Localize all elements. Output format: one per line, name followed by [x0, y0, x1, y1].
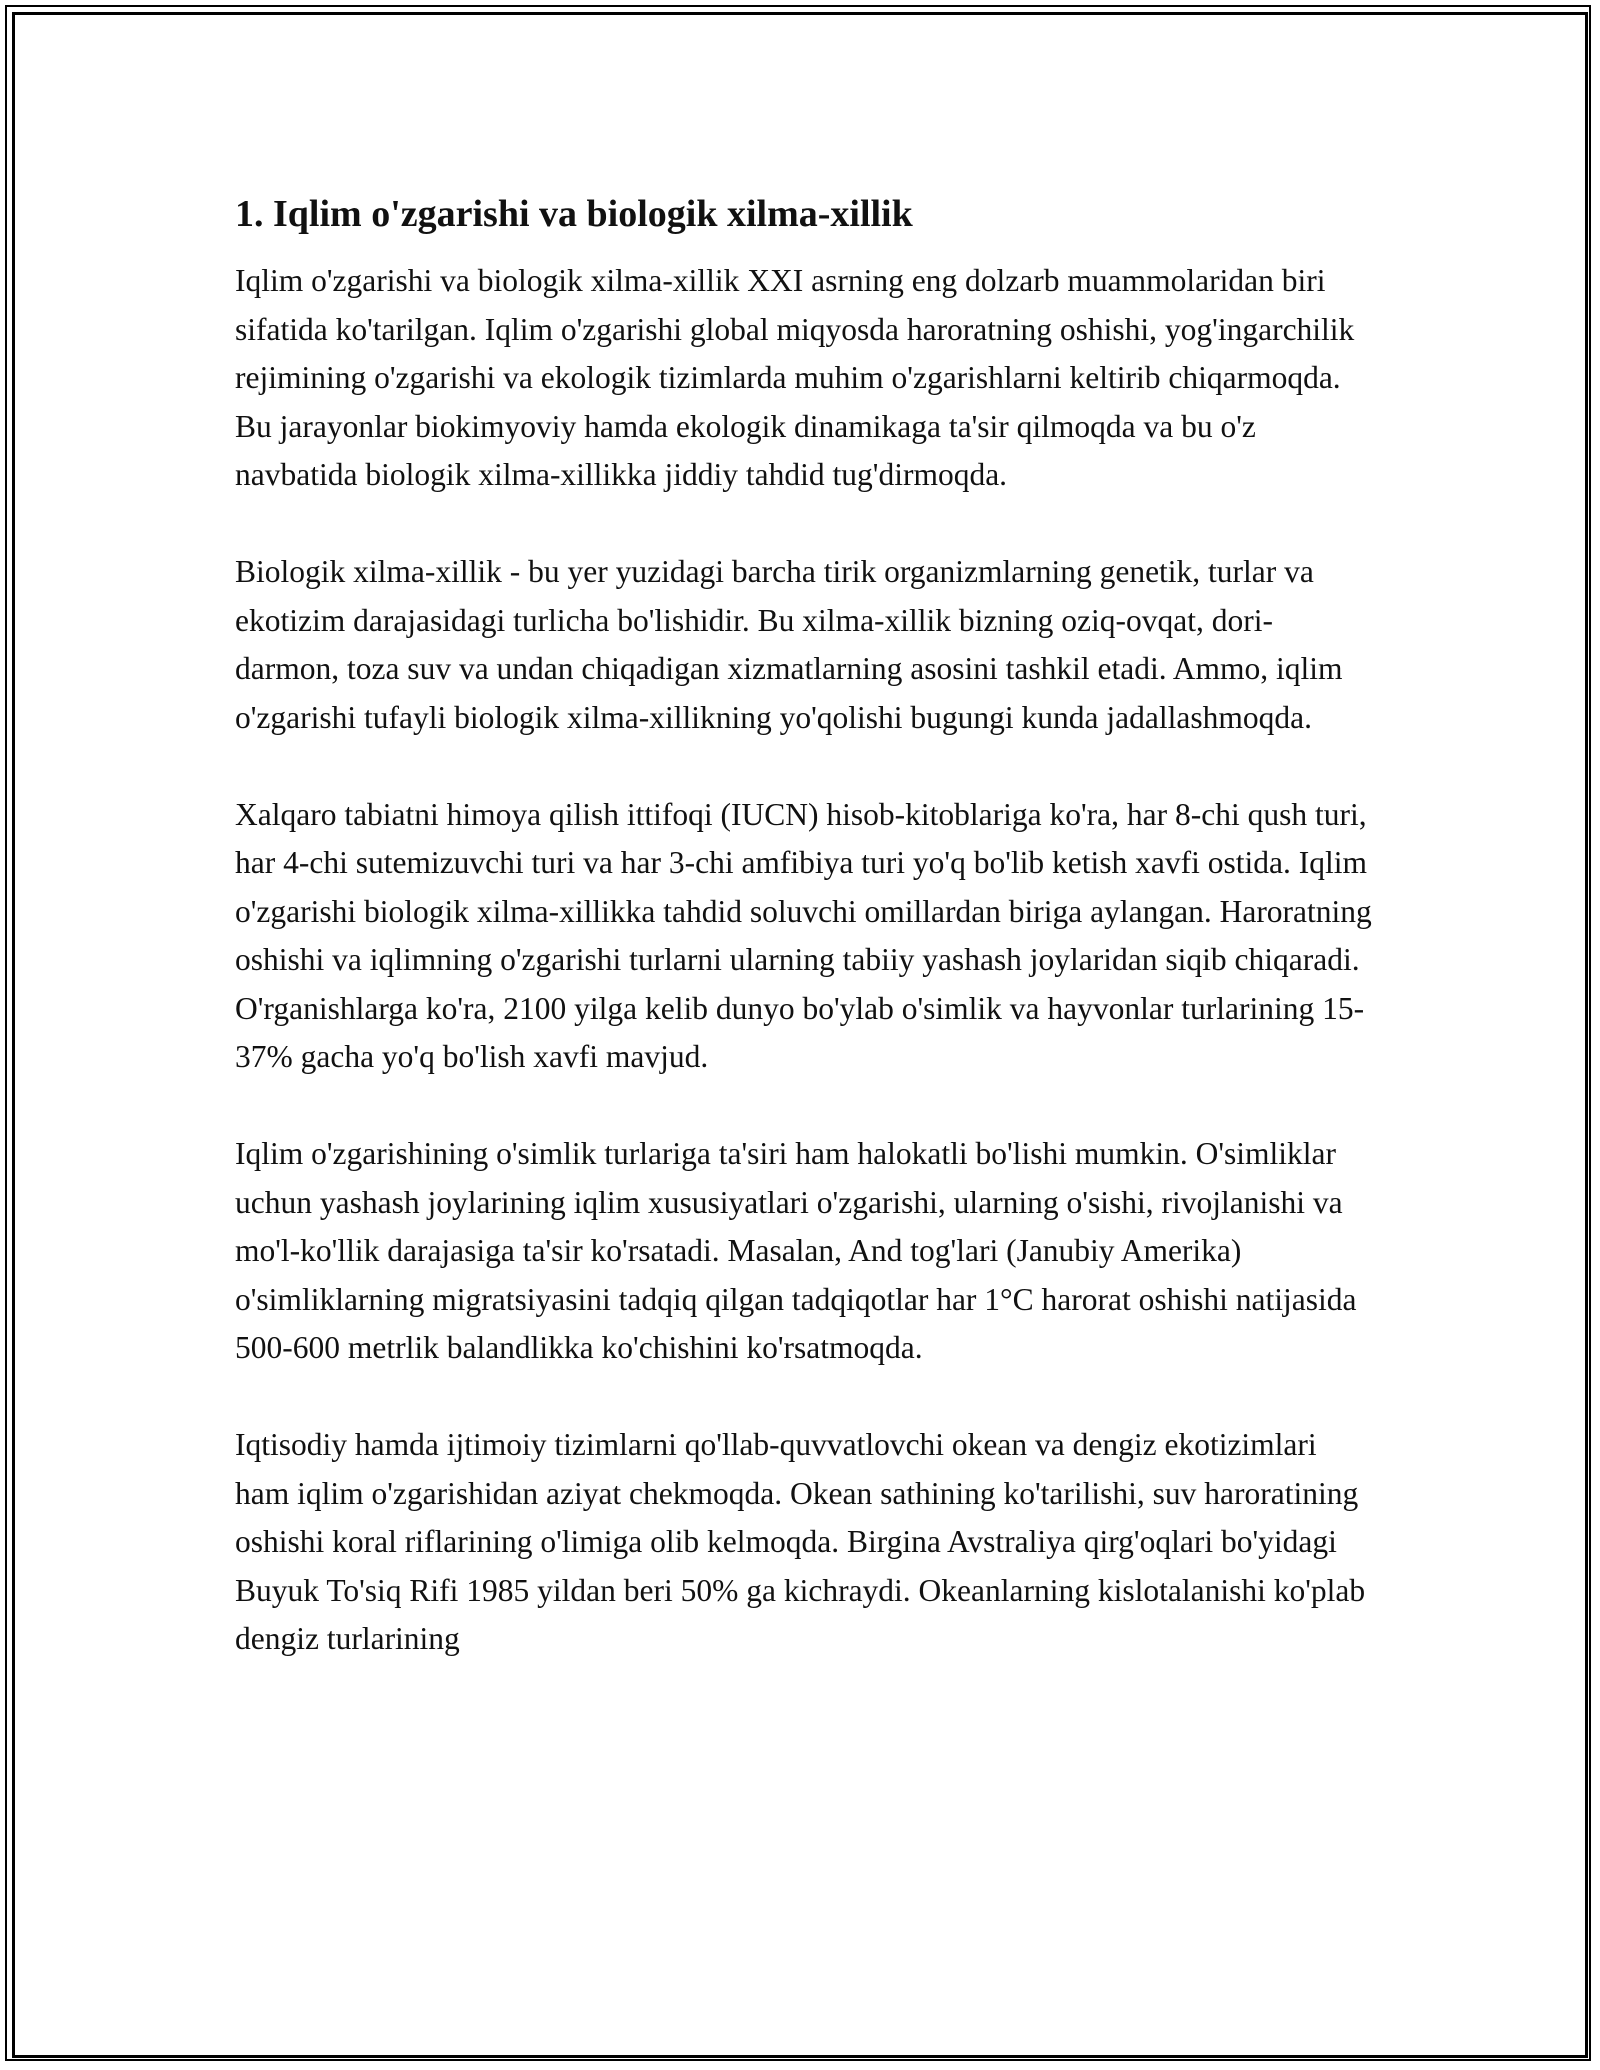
- paragraph-1: Iqlim o'zgarishi va biologik xilma-xillik XXI asrning eng dolzarb muammolaridan biri sifatida ko'tarilgan. Iqlim o'zgarishi global miqyosda haroratning oshishi, yog'ingarchilik rejimining o'zgarishi va ekologik tizimlarda muhim o'zgarishlarni keltirib chiqarmoqda. Bu jarayonlar biokimyoviy hamda ekologik dinamikaga ta'sir qilmoqda va bu o'z navbatida biologik xilma-xillikka jiddiy tahdid tug'dirmoqda.: [235, 263, 1355, 493]
- paragraph-4: Iqlim o'zgarishining o'simlik turlariga ta'siri ham halokatli bo'lishi mumkin. O'simliklar uchun yashash joylarining iqlim xususiyatlari o'zgarishi, ularning o'sishi, rivojlanishi va mo'l-ko'llik darajasiga ta'sir ko'rsatadi. Masalan, And tog'lari (Janubiy Amerika) o'simliklarning migratsiyasini tadqiq qilgan tadqiqotlar har 1°C harorat oshishi natijasida 500-600 metrlik balandlikka ko'chishini ko'rsatmoqda.: [235, 1136, 1357, 1366]
- paragraph-3: Xalqaro tabiatni himoya qilish ittifoqi (IUCN) hisob-kitoblariga ko'ra, har 8-chi qush turi, har 4-chi sutemizuvchi turi va har 3-chi amfibiya turi yo'q bo'lib ketish xavfi ostida. Iqlim o'zgarishi biologik xilma-xillikka tahdid soluvchi omillardan biriga aylangan. Haroratning oshishi va iqlimning o'zgarishi turlarni ularning tabiiy yashash joylaridan siqib chiqaradi. O'rganishlarga ko'ra, 2100 yilga kelib dunyo bo'ylab o'simlik va hayvonlar turlarining 15-37% gacha yo'q bo'lish xavfi mavjud.: [235, 796, 1372, 1075]
- document-body: [235, 178, 1385, 1712]
- paragraph-5: Iqtisodiy hamda ijtimoiy tizimlarni qo'llab-quvvatlovchi okean va dengiz ekotizimlari ham iqlim o'zgarishidan aziyat chekmoqda. Okean sathining ko'tarilishi, suv haroratining oshishi koral riflarining o'limiga olib kelmoqda. Birgina Avstraliya qirg'oqlari bo'yidagi Buyuk To'siq Rifi 1985 yildan beri 50% ga kichraydi. Okeanlarning kislotalanishi ko'plab dengiz turlarining: [235, 1427, 1366, 1657]
- section-heading: 1. Iqlim o'zgarishi va biologik xilma-xillik: [235, 193, 913, 235]
- paragraph-2: Biologik xilma-xillik - bu yer yuzidagi barcha tirik organizmlarning genetik, turlar va ekotizim darajasidagi turlicha bo'lishidir. Bu xilma-xillik bizning oziq-ovqat, dori-darmon, toza suv va undan chiqadigan xizmatlarning asosini tashkil etadi. Ammo, iqlim o'zgarishi tufayli biologik xilma-xillikning yo'qolishi bugungi kunda jadallashmoqda.: [235, 554, 1343, 735]
